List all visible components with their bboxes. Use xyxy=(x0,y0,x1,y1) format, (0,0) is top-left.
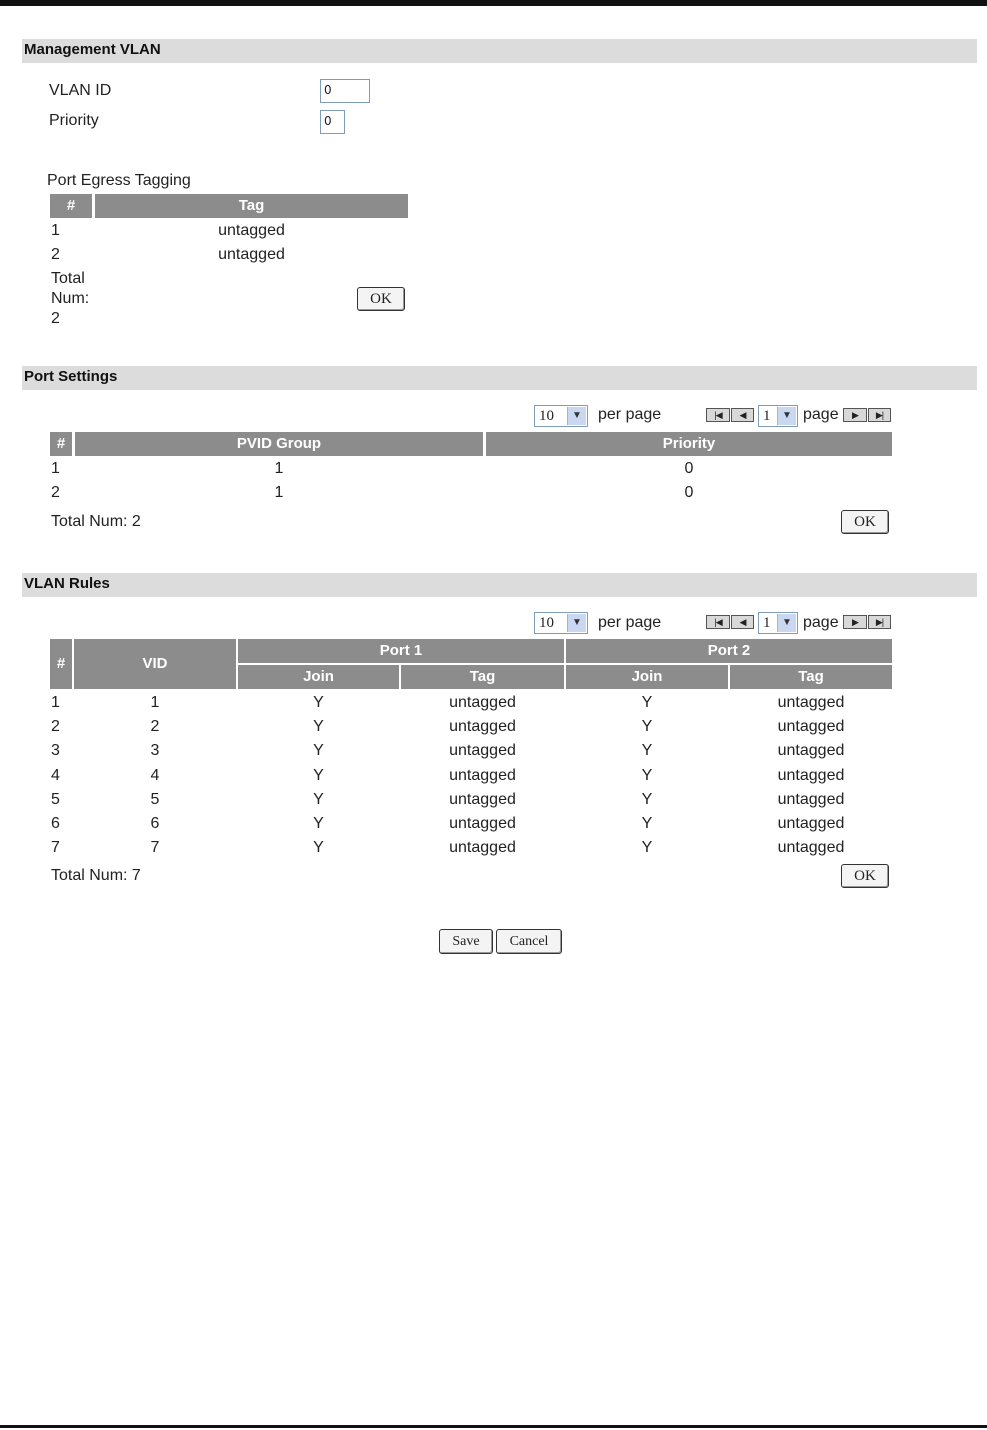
egress-row-tag: untagged xyxy=(218,246,285,263)
rules-row-port1-join: Y xyxy=(313,742,324,760)
bottom-rule xyxy=(0,1425,987,1428)
port-col-priority: Priority xyxy=(486,432,892,456)
rules-row-port1-join: Y xyxy=(313,839,324,857)
rules-row-port2-tag: untagged xyxy=(777,815,845,832)
priority-input[interactable]: 0 xyxy=(320,110,345,134)
rules-col-port1-join: Join xyxy=(238,665,399,689)
port-col-pvid: PVID Group xyxy=(75,432,483,456)
rules-ok-button[interactable]: OK xyxy=(841,864,889,888)
rules-row-port2-tag: untagged xyxy=(777,766,845,784)
rules-row-vid: 1 xyxy=(150,694,160,711)
port-row-pvid: 1 xyxy=(274,460,284,477)
port-col-num: # xyxy=(50,432,72,456)
rules-col-num: # xyxy=(50,639,72,689)
top-rule xyxy=(0,0,987,6)
chevron-down-icon: ▼ xyxy=(567,407,586,425)
egress-row-num: 2 xyxy=(51,246,60,263)
rules-col-port2: Port 2 xyxy=(566,639,892,663)
rules-page-label: page xyxy=(803,614,839,631)
rules-row-num: 4 xyxy=(51,766,60,784)
rules-page-select[interactable] xyxy=(758,612,798,634)
egress-row-tag: untagged xyxy=(218,222,285,239)
save-button[interactable]: Save xyxy=(439,929,493,954)
rules-row-port1-tag: untagged xyxy=(449,790,516,808)
rules-col-port1-tag: Tag xyxy=(401,665,564,689)
next-page-icon[interactable]: ▶ xyxy=(843,615,867,629)
port-row-pvid: 1 xyxy=(274,484,284,501)
egress-total-label: Num: xyxy=(51,290,90,307)
port-per-page-value: 10 xyxy=(539,408,554,424)
rules-row-port1-tag: untagged xyxy=(449,718,516,736)
egress-ok-button[interactable]: OK xyxy=(357,287,405,311)
rules-row-port1-join: Y xyxy=(313,718,324,736)
first-page-icon[interactable]: |◀ xyxy=(706,408,730,422)
rules-row-vid: 3 xyxy=(150,742,160,760)
rules-row-vid: 7 xyxy=(150,839,160,857)
port-ok-button[interactable]: OK xyxy=(841,510,889,534)
rules-col-port2-tag: Tag xyxy=(730,665,892,689)
vlan-rules-header: VLAN Rules xyxy=(22,573,977,597)
rules-col-port1: Port 1 xyxy=(238,639,564,663)
rules-row-num: 1 xyxy=(51,694,60,711)
rules-row-vid: 4 xyxy=(150,766,160,784)
rules-row-vid: 5 xyxy=(150,790,160,808)
prev-page-icon[interactable]: ◀ xyxy=(731,615,754,629)
rules-row-port2-tag: untagged xyxy=(777,742,845,760)
rules-row-vid: 2 xyxy=(150,718,160,736)
rules-row-num: 5 xyxy=(51,790,60,808)
egress-row-num: 1 xyxy=(51,222,60,239)
vlan-id-label: VLAN ID xyxy=(49,82,112,99)
rules-col-port2-join: Join xyxy=(566,665,728,689)
port-per-page-label: per page xyxy=(598,406,662,423)
rules-row-port1-join: Y xyxy=(313,766,324,784)
egress-total-label: Total xyxy=(51,270,85,287)
priority-label: Priority xyxy=(49,112,99,129)
rules-row-port1-join: Y xyxy=(313,790,324,808)
rules-row-num: 6 xyxy=(51,815,60,832)
port-total: Total Num: 2 xyxy=(51,513,141,530)
chevron-down-icon: ▼ xyxy=(567,614,586,632)
rules-per-page-label: per page xyxy=(598,614,662,631)
rules-row-port1-tag: untagged xyxy=(449,839,516,857)
rules-row-port2-join: Y xyxy=(641,694,653,711)
cancel-button[interactable]: Cancel xyxy=(496,929,562,954)
rules-row-port2-join: Y xyxy=(641,839,653,857)
rules-row-port1-join: Y xyxy=(313,815,324,832)
rules-row-port1-join: Y xyxy=(313,694,324,711)
port-settings-header: Port Settings xyxy=(22,366,977,390)
rules-row-num: 2 xyxy=(51,718,60,736)
egress-col-tag: Tag xyxy=(95,194,408,218)
rules-row-port2-tag: untagged xyxy=(777,839,845,857)
rules-row-port2-join: Y xyxy=(641,790,653,808)
rules-row-port1-tag: untagged xyxy=(449,742,516,760)
management-vlan-header: Management VLAN xyxy=(22,39,977,63)
vlan-id-input[interactable]: 0 xyxy=(320,79,370,103)
rules-row-port2-join: Y xyxy=(641,742,653,760)
rules-row-port2-tag: untagged xyxy=(777,790,845,808)
port-per-page-select[interactable] xyxy=(534,405,588,427)
rules-row-num: 3 xyxy=(51,742,60,760)
egress-col-num: # xyxy=(50,194,92,218)
port-page-label: page xyxy=(803,406,839,423)
rules-page-value: 1 xyxy=(763,615,771,631)
prev-page-icon[interactable]: ◀ xyxy=(731,408,754,422)
port-row-num: 1 xyxy=(51,460,60,477)
last-page-icon[interactable]: ▶| xyxy=(868,615,891,629)
rules-row-port2-tag: untagged xyxy=(777,694,845,711)
rules-col-vid: VID xyxy=(74,639,236,689)
rules-row-port1-tag: untagged xyxy=(449,815,516,832)
rules-per-page-value: 10 xyxy=(539,615,554,631)
next-page-icon[interactable]: ▶ xyxy=(843,408,867,422)
rules-row-num: 7 xyxy=(51,839,60,857)
chevron-down-icon: ▼ xyxy=(777,614,796,632)
chevron-down-icon: ▼ xyxy=(777,407,796,425)
port-row-num: 2 xyxy=(51,484,60,501)
port-row-priority: 0 xyxy=(684,460,694,477)
rules-row-port2-join: Y xyxy=(641,718,653,736)
rules-row-port1-tag: untagged xyxy=(449,694,516,711)
last-page-icon[interactable]: ▶| xyxy=(868,408,891,422)
rules-row-vid: 6 xyxy=(150,815,160,832)
port-egress-tagging-title: Port Egress Tagging xyxy=(47,172,191,189)
rules-row-port2-tag: untagged xyxy=(777,718,845,736)
rules-row-port2-join: Y xyxy=(641,815,653,832)
port-page-value: 1 xyxy=(763,408,771,424)
egress-total-count: 2 xyxy=(51,310,60,327)
rules-per-page-select[interactable] xyxy=(534,612,588,634)
rules-row-port2-join: Y xyxy=(641,766,653,784)
first-page-icon[interactable]: |◀ xyxy=(706,615,730,629)
rules-total: Total Num: 7 xyxy=(51,867,141,884)
port-page-select[interactable] xyxy=(758,405,798,427)
port-row-priority: 0 xyxy=(684,484,694,501)
rules-row-port1-tag: untagged xyxy=(449,766,516,784)
